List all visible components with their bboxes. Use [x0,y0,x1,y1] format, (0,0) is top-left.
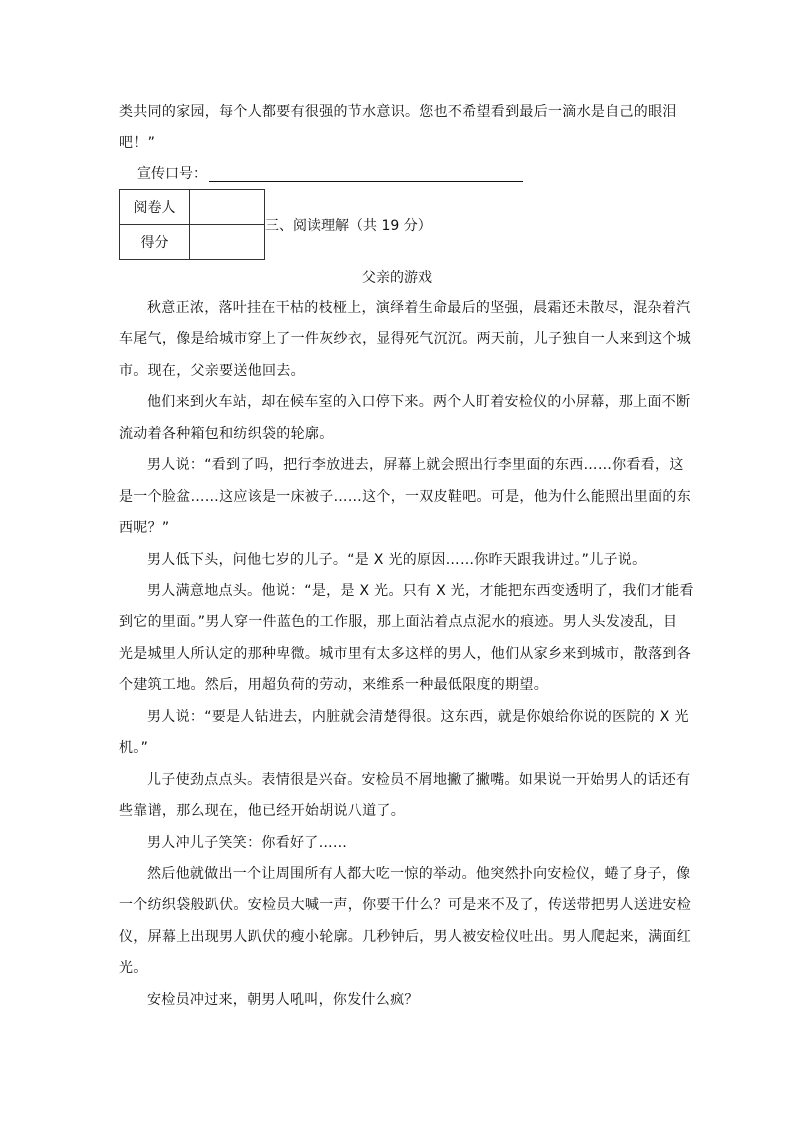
slogan-blank-line [209,181,523,182]
reviewer-label: 阅卷人 [120,190,190,225]
section-heading: 三、阅读理解（共 19 分） [265,218,432,234]
article-line: 男人满意地点头。他说：“是，是 X 光。只有 X 光，才能把东西变透明了，我们才能看 [147,583,694,599]
article-line: 是一个脸盆……这应该是一床被子……这个，一双皮鞋吧。可是，他为什么能照出里面的东 [119,489,691,505]
article-title: 父亲的游戏 [362,270,432,286]
slogan-label: 宣传口号： [137,166,207,182]
score-table [119,189,265,260]
article-line: 机。” [119,740,149,756]
article-line: 男人冲儿子笑笑：你看好了…… [147,835,348,851]
article-line: 车尾气，像是给城市穿上了一件灰纱衣，显得死气沉沉。两天前，儿子独自一人来到这个城 [119,331,691,347]
article-line: 些靠谱，那么现在，他已经开始胡说八道了。 [119,803,405,819]
article-line: 仪，屏幕上出现男人趴伏的瘦小轮廓。几秒钟后，男人被安检仪吐出。男人爬起来，满面红 [119,929,691,945]
article-line: 男人说：“要是人钻进去，内脏就会清楚得很。这东西，就是你娘给你说的医院的 X 光 [147,709,689,725]
article-line: 安检员冲过来，朝男人吼叫，你发什么疯？ [147,992,419,1008]
article-line: 秋意正浓，落叶挂在干枯的枝桠上，演绎着生命最后的坚强，晨霜还未散尽，混杂着汽 [147,300,691,316]
article-line: 然后他就做出一个让周围所有人都大吃一惊的举动。他突然扑向安检仪，蜷了身子，像 [147,866,691,882]
article-line: 流动着各种箱包和纺织袋的轮廓。 [119,426,334,442]
score-blank-cell [190,225,265,260]
intro-line-2: 吧！” [119,135,156,151]
score-label: 得分 [120,225,190,260]
article-line: 光是城里人所认定的那种卑微。城市里有太多这样的男人，他们从家乡来到城市，散落到各 [119,646,691,662]
article-line: 西呢？” [119,520,170,536]
article-line: 市。现在，父亲要送他回去。 [119,363,305,379]
article-line: 个建筑工地。然后，用超负荷的劳动，来维系一种最低限度的期望。 [119,677,548,693]
article-line: 男人说：“看到了吗，把行李放进去，屏幕上就会照出行李里面的东西……你看看，这 [147,457,684,473]
article-line: 一个纺织袋般趴伏。安检员大喊一声，你要干什么？可是来不及了，传送带把男人送进安检 [119,897,691,913]
article-line: 光。 [119,960,148,976]
article-line: 男人低下头，问他七岁的儿子。“是 X 光的原因……你昨天跟我讲过。”儿子说。 [147,552,647,568]
reviewer-blank-cell [190,190,265,225]
intro-line-1: 类共同的家园，每个人都要有很强的节水意识。您也不希望看到最后一滴水是自己的眼泪 [119,104,677,120]
article-line: 到它的里面。”男人穿一件蓝色的工作服，那上面沾着点点泥水的痕迹。男人头发凌乱，目 [119,614,678,630]
article-line: 儿子使劲点点头。表情很是兴奋。安检员不屑地撇了撇嘴。如果说一开始男人的话还有 [147,772,691,788]
article-line: 他们来到火车站，却在候车室的入口停下来。两个人盯着安检仪的小屏幕，那上面不断 [147,394,691,410]
